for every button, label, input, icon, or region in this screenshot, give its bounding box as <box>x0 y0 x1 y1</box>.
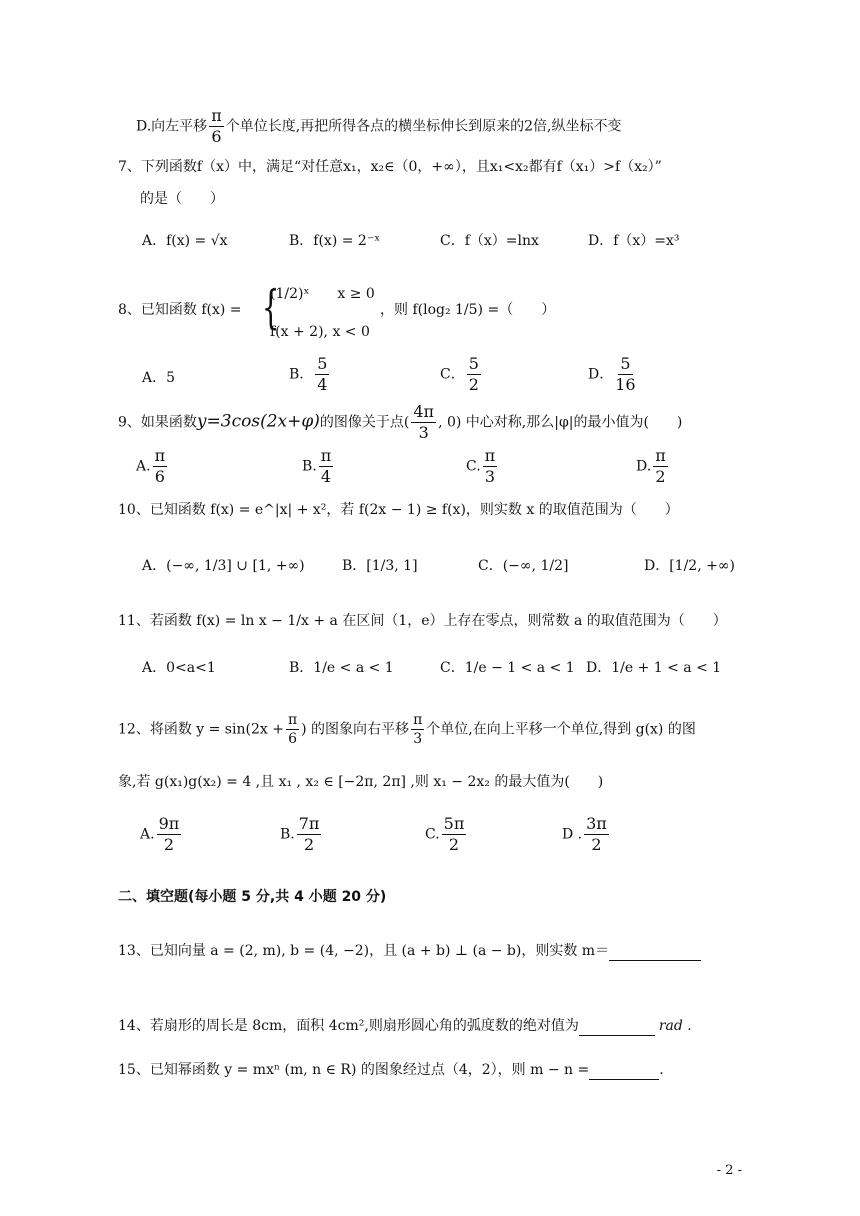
q13-stem <box>118 941 701 961</box>
q8-option-c <box>440 356 483 393</box>
option-label: B． <box>289 366 314 383</box>
frac-denominator: 6 <box>154 467 165 486</box>
q9c-frac <box>483 448 498 485</box>
frac-denominator: 6 <box>211 127 222 146</box>
q8b-frac <box>315 356 329 393</box>
q9-option-c <box>466 448 499 485</box>
q7-option-c: C．f（x）=lnx <box>440 233 539 249</box>
q12-phase-frac <box>286 713 299 746</box>
q12-part-a: 12、将函数 y = sin(2x + <box>118 721 284 738</box>
q11-stem: 11、若函数 f(x) = ln x − 1/x + a 在区间（1，e）上存在零点，则常数 a 的取值范围为（ ） <box>118 613 727 629</box>
option-label: C. <box>466 458 481 475</box>
q12d-frac <box>584 816 609 853</box>
option-label: A. <box>136 458 151 475</box>
q9-option-a <box>136 448 169 485</box>
q9-function: y=3cos(2x+φ) <box>196 411 320 432</box>
frac-denominator: 2 <box>448 835 460 854</box>
q9-stem <box>118 404 682 441</box>
page-number: - 2 - <box>716 1163 742 1178</box>
q9a-frac <box>153 448 168 485</box>
q10-option-d: D．[1/2, +∞) <box>644 558 735 574</box>
frac-denominator: 2 <box>591 835 602 854</box>
q11-option-a: A．0<a<1 <box>142 660 216 676</box>
q9-option-d <box>636 448 670 485</box>
frac-denominator: 4 <box>320 467 332 486</box>
option-label: B. <box>302 458 317 475</box>
q8-option-b <box>289 356 331 393</box>
q8-case1: (1/2)ˣ x ≥ 0 <box>270 286 375 302</box>
q15-text: 15、已知幂函数 y = mxⁿ (m, n ∈ R) 的图象经过点（4，2），则 m − n = <box>118 1062 590 1078</box>
q6d-frac <box>209 108 224 145</box>
frac-numerator: π <box>655 446 666 465</box>
frac-numerator: 5π <box>443 814 465 833</box>
q14-unit: rad . <box>658 1018 692 1034</box>
frac-denominator: 4 <box>317 375 328 394</box>
q7-stem-line2: 的是（ ） <box>140 191 224 207</box>
q15-answer-blank[interactable] <box>589 1063 659 1080</box>
frac-denominator: 2 <box>468 375 479 394</box>
q12c-frac <box>442 816 467 853</box>
q8-option-a: A．5 <box>142 370 176 386</box>
frac-denominator: 2 <box>655 467 666 486</box>
option-label: C． <box>440 366 465 383</box>
q6d-label: D.向左平移 <box>136 118 208 135</box>
q12-option-a <box>140 816 183 853</box>
q12-option-b <box>280 816 323 853</box>
option-label: D . <box>562 826 583 843</box>
piecewise-brace: { <box>261 280 280 334</box>
frac-numerator: 5 <box>620 354 631 373</box>
q7-option-a: A．f(x) = √x <box>142 233 228 249</box>
frac-denominator: 2 <box>163 835 174 854</box>
frac-numerator: 9π <box>158 814 180 833</box>
q11-option-c: C．1/e − 1 < a < 1 <box>440 660 575 676</box>
q14-stem <box>118 1016 692 1036</box>
q7-option-b: B．f(x) = 2⁻ˣ <box>289 233 381 249</box>
frac-numerator: π <box>287 712 298 728</box>
frac-numerator: π <box>211 106 222 125</box>
q8-case2: f(x + 2), x < 0 <box>270 324 370 340</box>
q12-shift-frac <box>411 713 424 746</box>
frac-numerator: 7π <box>298 814 320 833</box>
option-label: B. <box>280 826 295 843</box>
q7-option-d: D．f（x）=x³ <box>588 233 680 249</box>
q10-option-c: C．(−∞, 1/2] <box>478 558 569 574</box>
frac-denominator: 16 <box>615 375 636 394</box>
frac-numerator: π <box>484 446 496 465</box>
q12a-frac <box>157 816 182 853</box>
q14-answer-blank[interactable] <box>579 1019 655 1036</box>
q12-option-c <box>425 816 468 853</box>
q6-option-d <box>136 108 622 145</box>
q9-point-frac <box>411 404 436 441</box>
q8d-frac <box>615 356 635 393</box>
q9-prefix: 9、如果函数 <box>118 414 197 431</box>
q15-stem <box>118 1060 664 1080</box>
q8-prefix: 8、已知函数 f(x) = <box>118 302 242 318</box>
q12-part-b: ) 的图象向右平移 <box>301 721 410 738</box>
q8c-frac <box>467 356 481 393</box>
q12-stem-line2: 象,若 g(x₁)g(x₂) = 4 ,且 x₁ , x₂ ∈ [−2π, 2π] ,则 x₁ − 2x₂ 的最大值为( ) <box>118 774 604 790</box>
q9-rest: , 0) 中心对称,那么|φ|的最小值为( ) <box>438 414 683 431</box>
q12b-frac <box>297 816 322 853</box>
q9d-frac <box>653 448 668 485</box>
option-label: D. <box>636 458 652 475</box>
q9-option-b <box>302 448 335 485</box>
frac-numerator: 5 <box>468 354 479 373</box>
q13-text: 13、已知向量 a = (2, m), b = (4, −2)，且 (a + b) ⊥ (a − b)，则实数 m＝ <box>118 943 610 959</box>
frac-denominator: 2 <box>304 835 315 854</box>
frac-numerator: π <box>154 446 166 465</box>
frac-denominator: 3 <box>413 731 423 747</box>
q12-part-c: 个单位,在向上平移一个单位,得到 g(x) 的图 <box>426 721 696 738</box>
option-label: C. <box>425 826 440 843</box>
frac-numerator: π <box>320 446 332 465</box>
frac-denominator: 3 <box>418 423 429 442</box>
q6d-rest: 个单位长度,再把所得各点的横坐标伸长到原来的2倍,纵坐标不变 <box>225 118 622 135</box>
q12-stem-line1 <box>118 713 696 746</box>
q9-mid: 的图像关于点( <box>319 414 410 431</box>
q14-text: 14、若扇形的周长是 8cm，面积 4cm²,则扇形圆心角的弧度数的绝对值为 <box>118 1018 579 1034</box>
q10-option-b: B．[1/3, 1] <box>342 558 418 574</box>
q8-option-d <box>588 356 638 393</box>
q12-option-d <box>562 816 611 853</box>
frac-numerator: 4π <box>413 402 435 421</box>
frac-numerator: 5 <box>317 354 328 373</box>
frac-denominator: 3 <box>484 467 496 486</box>
q9b-frac <box>319 448 334 485</box>
q11-option-b: B．1/e < a < 1 <box>289 660 394 676</box>
frac-numerator: 3π <box>586 814 607 833</box>
q10-stem: 10、已知函数 f(x) = e^|x| + x²，若 f(2x − 1) ≥ f(x)，则实数 x 的取值范围为（ ） <box>118 502 679 518</box>
frac-denominator: 6 <box>288 731 297 747</box>
q10-option-a: A．(−∞, 1/3] ∪ [1, +∞) <box>142 558 305 574</box>
q8-tail: ，则 f(log₂ 1/5) =（ ） <box>380 302 556 318</box>
frac-numerator: π <box>413 712 423 728</box>
option-label: D． <box>588 366 614 383</box>
section-heading: 二、填空题(每小题 5 分,共 4 小题 20 分) <box>118 889 387 905</box>
q15-period: . <box>659 1062 664 1078</box>
q13-answer-blank[interactable] <box>609 944 701 961</box>
q11-option-d: D．1/e + 1 < a < 1 <box>586 660 722 676</box>
q7-stem-line1: 7、下列函数f（x）中，满足“对任意x₁，x₂∈（0，+∞），且x₁<x₂都有f（x₁）>f（x₂）” <box>118 159 662 175</box>
option-label: A. <box>140 826 155 843</box>
